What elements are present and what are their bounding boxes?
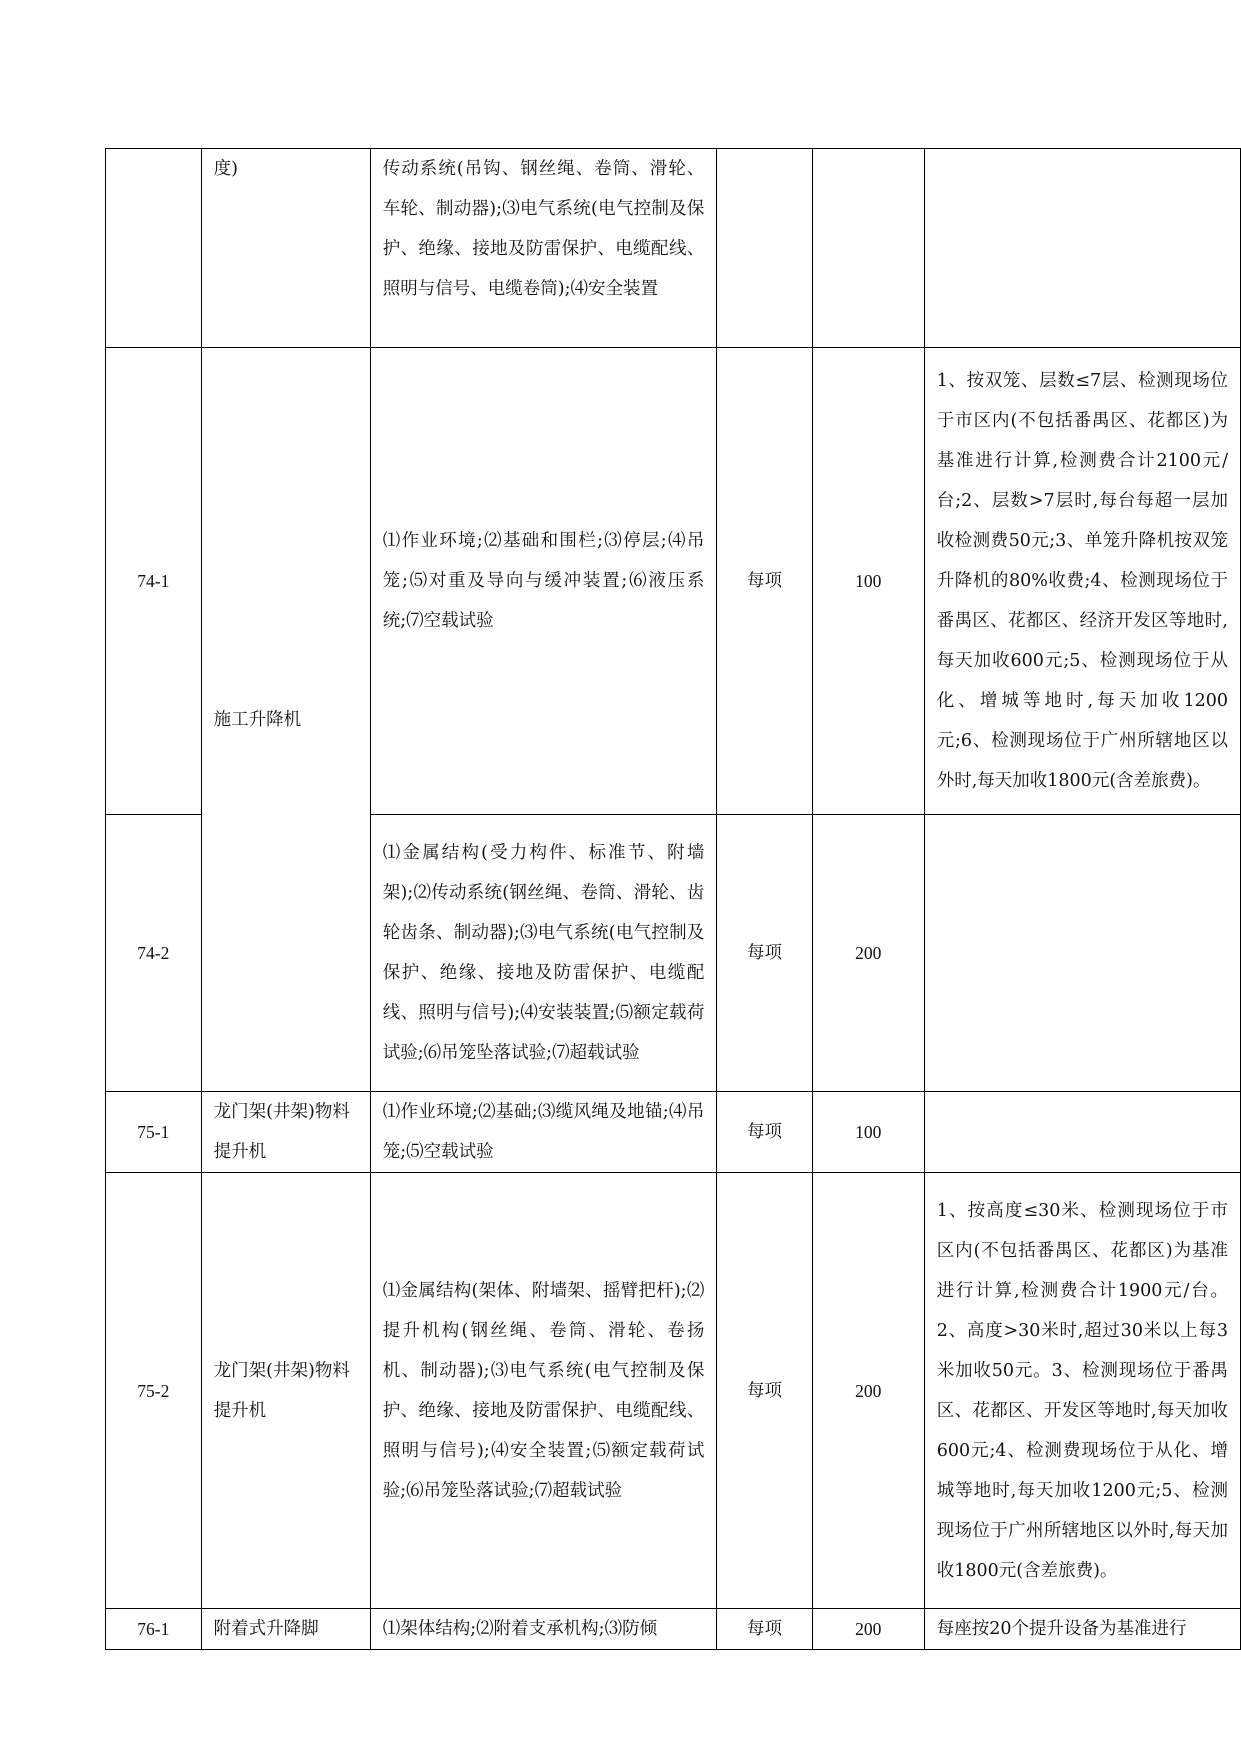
table-row	[106, 348, 1241, 815]
item-name	[201, 149, 370, 348]
table-row	[106, 1609, 1241, 1650]
price: 200	[812, 1609, 924, 1650]
notes	[924, 149, 1240, 348]
notes: 1、按高度≤30米、检测现场位于市区内(不包括番禺区、花都区)为基准进行计算,检测费合计1900元/台。2、高度>30米时,超过30米以上每3米加收50元。3、检测现场位于番禺区、花都区、开发区等地时,每天加收600元;4、检测费现场位于从化、增城等地时,每天加收1200元;5、检测现场位于广州所辖地区以外时,每天加收1800元(含差旅费)。	[924, 1173, 1240, 1609]
item-code: 74-1	[106, 348, 202, 815]
item-code: 75-1	[106, 1092, 202, 1173]
unit: 每项	[717, 1609, 812, 1650]
price: 200	[812, 815, 924, 1092]
notes	[924, 1092, 1240, 1173]
notes: 1、按双笼、层数≤7层、检测现场位于市区内(不包括番禺区、花都区)为基准进行计算,检测费合计2100元/台;2、层数>7层时,每台每超一层加收检测费50元;3、单笼升降机按双笼升降机的80%收费;4、检测现场位于番禺区、花都区、经济开发区等地时,每天加收600元;5、检测现场位于从化、增城等地时,每天加收1200元;6、检测现场位于广州所辖地区以外时,每天加收1800元(含差旅费)。	[924, 348, 1240, 815]
price: 200	[812, 1173, 924, 1609]
item-name: 龙门架(井架)物料提升机	[201, 1092, 370, 1173]
inspection-items: ⑴金属结构(架体、附墙架、摇臂把杆);⑵提升机构(钢丝绳、卷筒、滑轮、卷扬机、制动器);⑶电气系统(电气控制及保护、绝缘、接地及防雷保护、电缆配线、照明与信号);⑷安全装置;⑸额定载荷试验;⑹吊笼坠落试验;⑺超载试验	[370, 1173, 717, 1609]
unit: 每项	[717, 1173, 812, 1609]
unit: 每项	[717, 348, 812, 815]
item-name: 附着式升降脚	[201, 1609, 370, 1650]
notes: 每座按20个提升设备为基准进行	[924, 1609, 1240, 1650]
price	[812, 149, 924, 348]
inspection-items: ⑴金属结构(受力构件、标准节、附墙架);⑵传动系统(钢丝绳、卷筒、滑轮、齿轮齿条、制动器);⑶电气系统(电气控制及保护、绝缘、接地及防雷保护、电缆配线、照明与信号);⑷安装装置;⑸额定载荷试验;⑹吊笼坠落试验;⑺超载试验	[370, 815, 717, 1092]
fee-table	[105, 148, 1241, 1650]
table-row	[106, 149, 1241, 348]
item-code: 76-1	[106, 1609, 202, 1650]
price: 100	[812, 1092, 924, 1173]
inspection-items: ⑴作业环境;⑵基础和围栏;⑶停层;⑷吊笼;⑸对重及导向与缓冲装置;⑹液压系统;⑺空载试验	[370, 348, 717, 815]
item-name: 龙门架(井架)物料提升机	[201, 1173, 370, 1609]
unit	[717, 149, 812, 348]
item-name-text: 度)	[213, 159, 238, 179]
inspection-items: 传动系统(吊钩、钢丝绳、卷筒、滑轮、车轮、制动器);⑶电气系统(电气控制及保护、绝缘、接地及防雷保护、电缆配线、照明与信号、电缆卷筒);⑷安全装置	[370, 149, 717, 348]
price: 100	[812, 348, 924, 815]
unit: 每项	[717, 1092, 812, 1173]
notes	[924, 815, 1240, 1092]
item-code	[106, 149, 202, 348]
item-name: 施工升降机	[201, 348, 370, 1092]
item-code: 75-2	[106, 1173, 202, 1609]
unit: 每项	[717, 815, 812, 1092]
item-code: 74-2	[106, 815, 202, 1092]
inspection-items: ⑴架体结构;⑵附着支承机构;⑶防倾	[370, 1609, 717, 1650]
table-row	[106, 1092, 1241, 1173]
table-row	[106, 1173, 1241, 1609]
inspection-items: ⑴作业环境;⑵基础;⑶缆风绳及地锚;⑷吊笼;⑸空载试验	[370, 1092, 717, 1173]
